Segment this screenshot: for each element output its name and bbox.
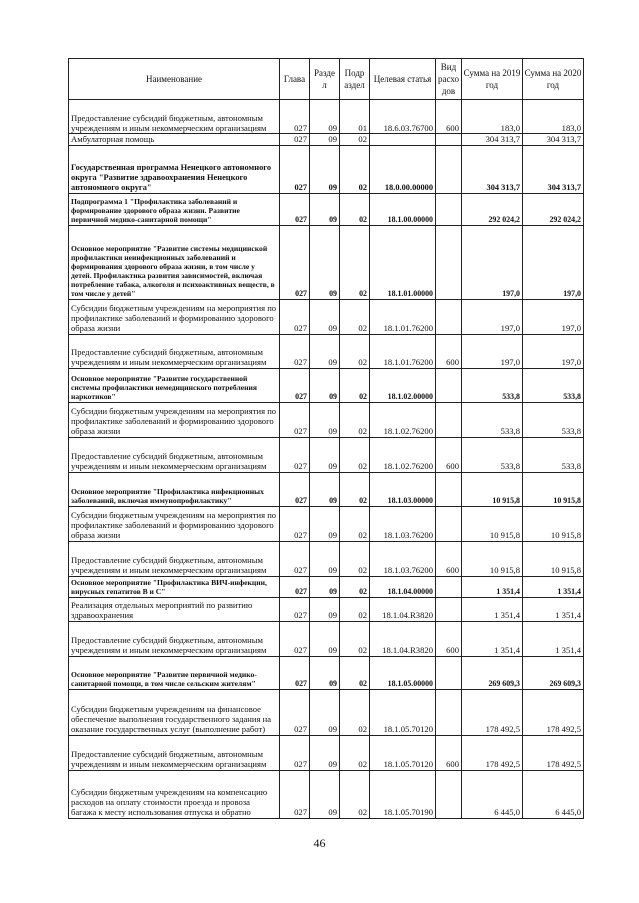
cell-razdel: 09 [310,334,340,368]
cell-sum-2019: 178 492,5 [462,689,523,735]
cell-razdel: 09 [310,225,340,299]
cell-name: Основное мероприятие "Развитие первичной медико-санитарной помощи, в том числе сельским жителям" [69,656,280,689]
header-expense-type: Вид расхо дов [436,59,462,100]
cell-razdel: 09 [310,402,340,437]
cell-name: Предоставление субсидий бюджетным, автономным учреждениям и иным некоммерческим организациям [69,735,280,770]
table-row [69,334,584,368]
cell-glava: 027 [280,193,310,225]
cell-vid [436,402,462,437]
cell-sum-2020: 197,0 [523,334,584,368]
cell-podrazdel: 02 [340,225,370,299]
cell-podrazdel: 02 [340,299,370,334]
cell-target: 18.1.01.00000 [370,225,436,299]
cell-target: 18.1.04.R3820 [370,621,436,656]
table-row [69,472,584,506]
table-row [69,134,584,145]
cell-sum-2019: 533,8 [462,402,523,437]
cell-target: 18.1.05.00000 [370,656,436,689]
cell-vid [436,145,462,193]
cell-razdel: 09 [310,472,340,506]
cell-sum-2019: 304 313,7 [462,145,523,193]
cell-name: Субсидии бюджетным учреждениям на компенсацию расходов на оплату стоимости проезда и провоза багажа к месту использования отпуска и обратно [69,770,280,818]
cell-name: Основное мероприятие "Развитие государственной системы профилактики немедицинского потребления наркотиков" [69,368,280,402]
cell-podrazdel: 02 [340,134,370,145]
cell-razdel: 09 [310,597,340,621]
table-row [69,437,584,472]
cell-vid [436,506,462,541]
cell-name: Основное мероприятие "Профилактика ВИЧ-инфекции, вирусных гепатитов В и С" [69,576,280,597]
cell-vid [436,134,462,145]
cell-razdel: 09 [310,735,340,770]
cell-sum-2019: 10 915,8 [462,472,523,506]
cell-name: Основное мероприятие "Развитие системы медицинской профилактики неинфекционных заболеваний и формирования здорового образа жизни, в том числе у детей. Профилактика развития зависимостей, включая потребление табака, алкоголя и психоактивных веществ, в том числе у детей" [69,225,280,299]
cell-sum-2020: 1 351,4 [523,597,584,621]
cell-podrazdel: 02 [340,193,370,225]
cell-target [370,134,436,145]
cell-sum-2020: 304 313,7 [523,145,584,193]
cell-razdel: 09 [310,368,340,402]
cell-sum-2019: 269 609,3 [462,656,523,689]
cell-sum-2019: 197,0 [462,225,523,299]
cell-podrazdel: 02 [340,541,370,576]
cell-podrazdel: 02 [340,689,370,735]
cell-razdel: 09 [310,541,340,576]
cell-sum-2019: 1 351,4 [462,597,523,621]
cell-glava: 027 [280,299,310,334]
cell-vid [436,193,462,225]
cell-podrazdel: 02 [340,472,370,506]
cell-sum-2020: 10 915,8 [523,541,584,576]
cell-name: Основное мероприятие "Профилактика инфекционных заболеваний, включая иммунопрофилактику" [69,472,280,506]
cell-razdel: 09 [310,437,340,472]
cell-sum-2019: 1 351,4 [462,576,523,597]
cell-name: Предоставление субсидий бюджетным, автономным учреждениям и иным некоммерческим организациям [69,621,280,656]
cell-vid: 600 [436,100,462,134]
cell-sum-2020: 533,8 [523,402,584,437]
cell-name: Амбулаторная помощь [69,134,280,145]
cell-vid [436,225,462,299]
header-glava: Глава [280,59,310,100]
header-target-article: Целевая статья [370,59,436,100]
cell-sum-2019: 6 445,0 [462,770,523,818]
table-row [69,225,584,299]
cell-glava: 027 [280,100,310,134]
cell-target: 18.1.03.76200 [370,506,436,541]
cell-sum-2020: 10 915,8 [523,472,584,506]
cell-sum-2020: 197,0 [523,299,584,334]
cell-razdel: 09 [310,193,340,225]
cell-vid [436,597,462,621]
cell-podrazdel: 02 [340,334,370,368]
cell-target: 18.1.02.00000 [370,368,436,402]
cell-vid: 600 [436,437,462,472]
cell-sum-2020: 533,8 [523,437,584,472]
cell-glava: 027 [280,402,310,437]
table-row [69,735,584,770]
cell-glava: 027 [280,621,310,656]
cell-name: Субсидии бюджетным учреждениям на финансовое обеспечение выполнения государственного задания на оказание государственных услуг (выполнение работ) [69,689,280,735]
cell-glava: 027 [280,145,310,193]
cell-sum-2020: 178 492,5 [523,689,584,735]
cell-sum-2019: 304 313,7 [462,134,523,145]
cell-name: Предоставление субсидий бюджетным, автономным учреждениям и иным некоммерческим организациям [69,100,280,134]
cell-target: 18.1.01.76200 [370,299,436,334]
cell-target: 18.0.00.00000 [370,145,436,193]
cell-target: 18.1.04.00000 [370,576,436,597]
table-row [69,193,584,225]
cell-sum-2020: 178 492,5 [523,735,584,770]
cell-sum-2019: 10 915,8 [462,506,523,541]
cell-sum-2020: 1 351,4 [523,621,584,656]
table-row [69,100,584,134]
header-sum-2020: Сумма на 2020 год [523,59,584,100]
cell-target: 18.1.05.70190 [370,770,436,818]
cell-razdel: 09 [310,770,340,818]
cell-target: 18.1.01.76200 [370,334,436,368]
cell-podrazdel: 02 [340,770,370,818]
cell-vid [436,299,462,334]
cell-vid [436,656,462,689]
table-row [69,402,584,437]
cell-glava: 027 [280,735,310,770]
header-sum-2019: Сумма на 2019 год [462,59,523,100]
cell-name: Субсидии бюджетным учреждениям на мероприятия по профилактике заболеваний и формированию здорового образа жизни [69,299,280,334]
table-row [69,541,584,576]
table-row [69,656,584,689]
cell-sum-2019: 1 351,4 [462,621,523,656]
cell-vid [436,689,462,735]
cell-glava: 027 [280,134,310,145]
cell-sum-2019: 197,0 [462,334,523,368]
header-podrazdel: Подр аздел [340,59,370,100]
budget-table [68,58,584,819]
cell-podrazdel: 02 [340,597,370,621]
cell-name: Государственная программа Ненецкого автономного округа "Развитие здравоохранения Ненецкого автономного округа" [69,145,280,193]
cell-sum-2019: 10 915,8 [462,541,523,576]
cell-podrazdel: 02 [340,437,370,472]
table-row [69,770,584,818]
table-row [69,576,584,597]
table-row [69,145,584,193]
cell-sum-2020: 197,0 [523,225,584,299]
cell-name: Субсидии бюджетным учреждениям на мероприятия по профилактике заболеваний и формированию здорового образа жизни [69,402,280,437]
table-row [69,689,584,735]
cell-name: Реализация отдельных мероприятий по развитию здравоохранения [69,597,280,621]
cell-podrazdel: 02 [340,576,370,597]
cell-razdel: 09 [310,656,340,689]
cell-sum-2019: 178 492,5 [462,735,523,770]
cell-name: Предоставление субсидий бюджетным, автономным учреждениям и иным некоммерческим организациям [69,334,280,368]
cell-target: 18.1.05.70120 [370,735,436,770]
cell-razdel: 09 [310,689,340,735]
cell-sum-2019: 533,8 [462,368,523,402]
header-razdel: Разде л [310,59,340,100]
cell-target: 18.1.00.00000 [370,193,436,225]
cell-target: 18.1.05.70120 [370,689,436,735]
table-row [69,368,584,402]
cell-name: Предоставление субсидий бюджетным, автономным учреждениям и иным некоммерческим организациям [69,541,280,576]
cell-target: 18.1.03.00000 [370,472,436,506]
cell-podrazdel: 02 [340,506,370,541]
cell-razdel: 09 [310,145,340,193]
cell-target: 18.6.03.76700 [370,100,436,134]
cell-sum-2020: 292 024,2 [523,193,584,225]
cell-sum-2020: 183,0 [523,100,584,134]
table-header-row [69,59,584,100]
cell-name: Субсидии бюджетным учреждениям на мероприятия по профилактике заболеваний и формированию здорового образа жизни [69,506,280,541]
cell-podrazdel: 02 [340,402,370,437]
cell-sum-2020: 269 609,3 [523,656,584,689]
cell-vid: 600 [436,541,462,576]
cell-podrazdel: 02 [340,656,370,689]
cell-glava: 027 [280,472,310,506]
cell-glava: 027 [280,506,310,541]
cell-name: Подпрограмма 1 "Профилактика заболеваний и формирование здорового образа жизни. Развитие первичной медико-санитарной помощи" [69,193,280,225]
cell-sum-2019: 292 024,2 [462,193,523,225]
cell-podrazdel: 02 [340,735,370,770]
header-name: Наименование [69,59,280,100]
cell-target: 18.1.04.R3820 [370,597,436,621]
cell-razdel: 09 [310,100,340,134]
cell-glava: 027 [280,689,310,735]
cell-sum-2020: 533,8 [523,368,584,402]
cell-razdel: 09 [310,621,340,656]
cell-name: Предоставление субсидий бюджетным, автономным учреждениям и иным некоммерческим организациям [69,437,280,472]
cell-glava: 027 [280,437,310,472]
cell-glava: 027 [280,541,310,576]
cell-sum-2020: 10 915,8 [523,506,584,541]
table-row [69,506,584,541]
cell-sum-2019: 197,0 [462,299,523,334]
cell-vid [436,472,462,506]
cell-vid: 600 [436,735,462,770]
cell-glava: 027 [280,334,310,368]
cell-target: 18.1.02.76200 [370,402,436,437]
cell-razdel: 09 [310,506,340,541]
cell-sum-2020: 1 351,4 [523,576,584,597]
cell-glava: 027 [280,656,310,689]
table-row [69,597,584,621]
cell-vid [436,576,462,597]
table-row [69,299,584,334]
cell-sum-2019: 533,8 [462,437,523,472]
cell-vid [436,368,462,402]
cell-vid [436,770,462,818]
cell-podrazdel: 02 [340,368,370,402]
cell-glava: 027 [280,225,310,299]
cell-vid: 600 [436,621,462,656]
cell-sum-2020: 304 313,7 [523,134,584,145]
page-number: 46 [313,836,326,850]
cell-razdel: 09 [310,576,340,597]
cell-target: 18.1.03.76200 [370,541,436,576]
cell-podrazdel: 01 [340,100,370,134]
cell-glava: 027 [280,597,310,621]
cell-sum-2020: 6 445,0 [523,770,584,818]
cell-podrazdel: 02 [340,621,370,656]
table-row [69,621,584,656]
cell-sum-2019: 183,0 [462,100,523,134]
cell-podrazdel: 02 [340,145,370,193]
cell-vid: 600 [436,334,462,368]
cell-glava: 027 [280,576,310,597]
cell-razdel: 09 [310,134,340,145]
cell-razdel: 09 [310,299,340,334]
cell-glava: 027 [280,368,310,402]
cell-glava: 027 [280,770,310,818]
cell-target: 18.1.02.76200 [370,437,436,472]
